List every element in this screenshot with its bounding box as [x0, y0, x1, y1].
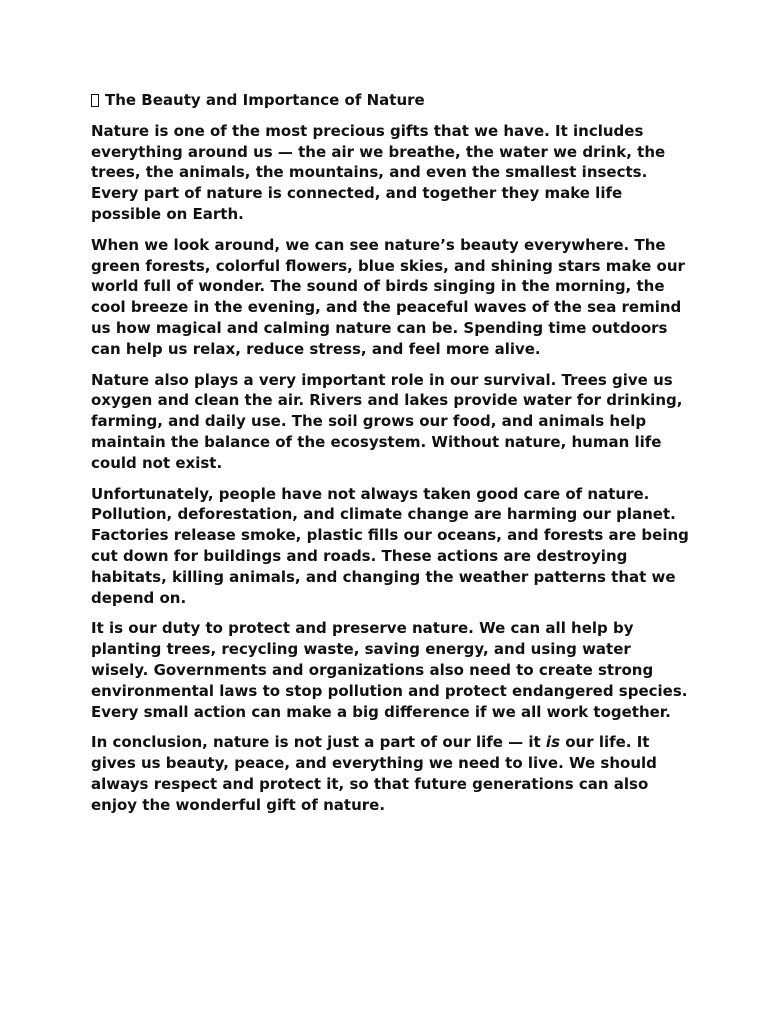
- document-title: The Beauty and Importance of Nature: [105, 91, 425, 109]
- paragraph-harm: Unfortunately, people have not always taken good care of nature. Pollution, deforestation, and climate change are harming our planet. Factories release smoke, plastic fills our oceans, and forests are being cut down for buildings and roads. These actions are destroying habitats, killing animals, and changing the weather patterns that we depend on.: [91, 484, 689, 607]
- conclusion-text-before: In conclusion, nature is not just a part of our life — it: [91, 733, 546, 752]
- paragraph-survival: Nature also plays a very important role in our survival. Trees give us oxygen and clean the air. Rivers and lakes provide water for drinking, farming, and daily use. The soil grows our food, and animals help maintain the balance of the ecosystem. Without nature, human life could not exist.: [91, 370, 683, 472]
- document-page: [91, 90, 691, 826]
- missing-glyph-icon: [91, 94, 99, 107]
- paragraph-beauty: When we look around, we can see nature’s beauty everywhere. The green forests, colorful flowers, blue skies, and shining stars make our world full of wonder. The sound of birds singing in the morning, the cool breeze in the evening, and the peaceful waves of the sea remind us how magical and calming nature can be. Spending time outdoors can help us relax, reduce stress, and feel more alive.: [91, 235, 685, 358]
- conclusion-emphasis: is: [545, 733, 560, 752]
- paragraph-conclusion: [91, 732, 691, 815]
- conclusion-text-after: our life. It gives us beauty, peace, and everything we need to live. We should always respect and protect it, so that future generations can also enjoy the wonderful gift of nature.: [91, 733, 657, 814]
- document-title-row: [91, 90, 691, 111]
- paragraph-intro: Nature is one of the most precious gifts that we have. It includes everything around us — the air we breathe, the water we drink, the trees, the animals, the mountains, and even the smallest insects. Every part of nature is connected, and together they make life possible on Earth.: [91, 121, 666, 223]
- paragraph-duty: It is our duty to protect and preserve nature. We can all help by planting trees, recycling waste, saving energy, and using water wisely. Governments and organizations also need to create strong environmental laws to stop pollution and protect endangered species. Every small action can make a big difference if we all work together.: [91, 619, 688, 721]
